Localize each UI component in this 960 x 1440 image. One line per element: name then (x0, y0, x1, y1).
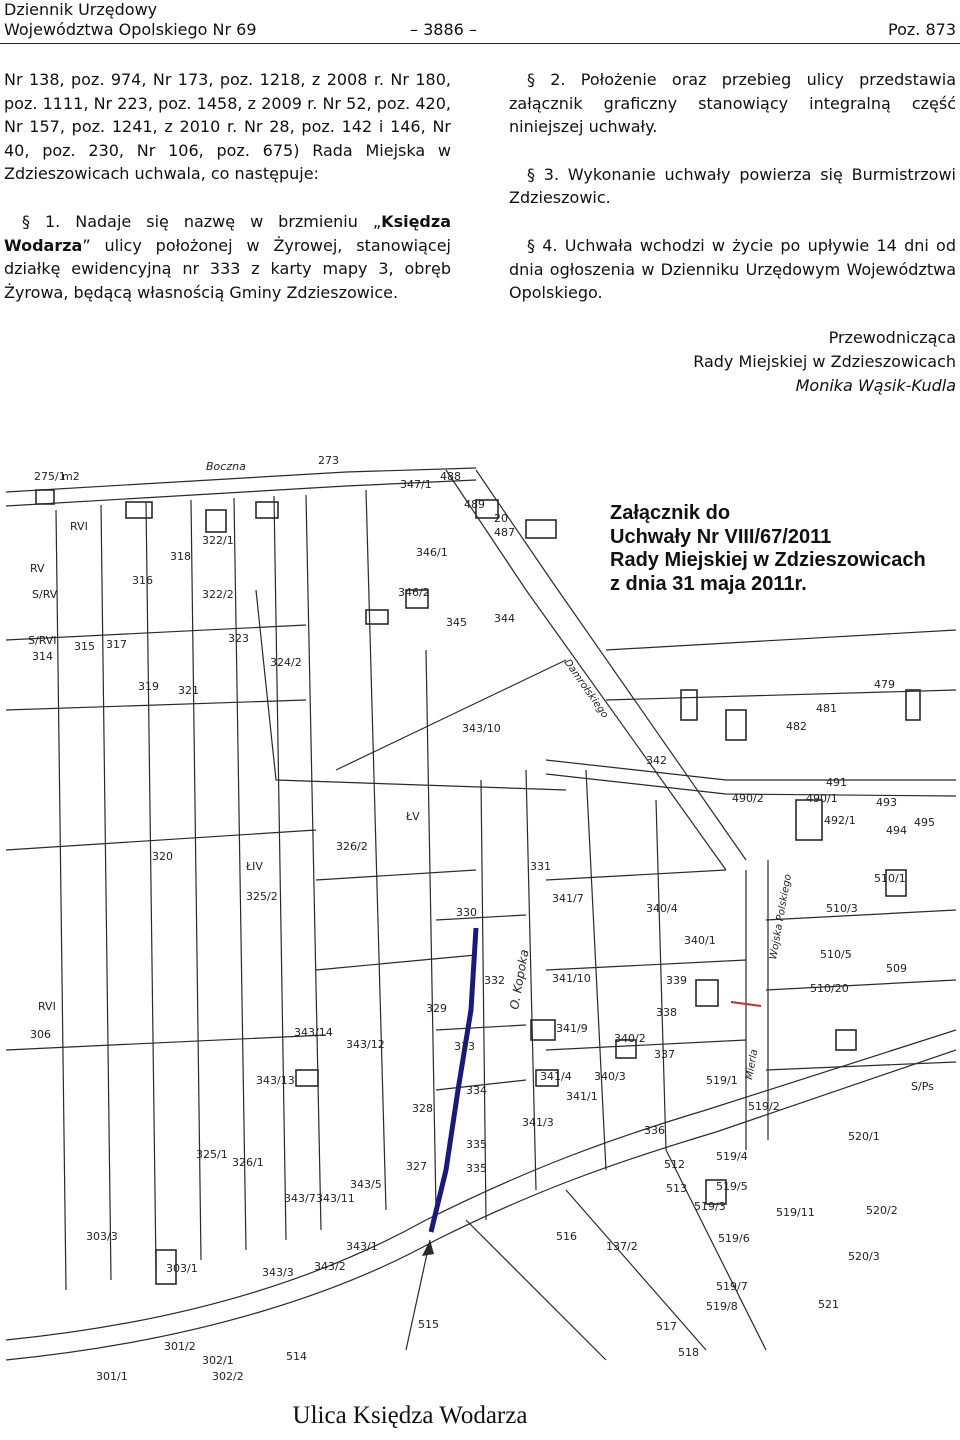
parcel-label: 343/5 (350, 1178, 382, 1191)
parcel-label: 343/14 (294, 1026, 333, 1039)
parcel-label: 336 (644, 1124, 665, 1137)
parcel-label: 341/7 (552, 892, 584, 905)
parcel-label: 329 (426, 1002, 447, 1015)
parcel-label: 482 (786, 720, 807, 733)
parcel-label: 303/1 (166, 1262, 198, 1275)
parcel-label: 137/2 (606, 1240, 638, 1253)
annex-line-4: z dnia 31 maja 2011r. (610, 572, 807, 595)
parcel-label: 519/6 (718, 1232, 750, 1245)
parcel-label: 326/2 (336, 840, 368, 853)
parcel-label: 340/3 (594, 1070, 626, 1083)
street-label-kopoka: O. Kopoka (507, 948, 532, 1011)
parcel-label: 302/2 (212, 1370, 244, 1383)
parcel-label: 519/7 (716, 1280, 748, 1293)
parcel-label: 341/10 (552, 972, 591, 985)
journal-title: Dziennik Urzędowy (4, 0, 158, 19)
parcel-label: 334 (466, 1084, 487, 1097)
parcel-label: 302/1 (202, 1354, 234, 1367)
parcel-label: ŁIV (246, 860, 263, 873)
parcel-label: 479 (874, 678, 895, 691)
map-caption-text: Ulica Księdza Wodarza (292, 1402, 528, 1429)
parcel-label: 325/2 (246, 890, 278, 903)
annex-line-2: Uchwały Nr VIII/67/2011 (610, 525, 832, 548)
parcel-label: 330 (456, 906, 477, 919)
parcel-label: 338 (656, 1006, 677, 1019)
position-number: Poz. 873 (888, 20, 956, 39)
street-label-wojska-polskiego: Wojska Polskiego (768, 873, 794, 961)
parcel-label: 341/4 (540, 1070, 572, 1083)
parcel-label: 494 (886, 824, 907, 837)
parcel-label: 306 (30, 1028, 51, 1041)
parcel-label: 519/3 (694, 1200, 726, 1213)
parcel-label: 343/7 (284, 1192, 316, 1205)
parcel-label: 489 (464, 498, 485, 511)
parcel-label: 340/4 (646, 902, 678, 915)
parcel-label: 341/9 (556, 1022, 588, 1035)
parcel-label: 519/5 (716, 1180, 748, 1193)
parcel-label: 301/1 (96, 1370, 128, 1383)
parcel-label: 275/1 (34, 470, 66, 483)
parcel-label: RVI (70, 520, 88, 533)
parcel-label: 520/1 (848, 1130, 880, 1143)
parcel-label: 490/2 (732, 792, 764, 805)
parcel-label: 490/1 (806, 792, 838, 805)
parcel-label: 491 (826, 776, 847, 789)
parcel-label: 301/2 (164, 1340, 196, 1353)
parcel-label: 340/1 (684, 934, 716, 947)
section-1-paragraph (4, 210, 451, 304)
parcel-label: 342 (646, 754, 667, 767)
parcel-label: S/RVI (28, 634, 57, 647)
parcel-label: 516 (556, 1230, 577, 1243)
parcel-label: 515 (418, 1318, 439, 1331)
parcel-label: 340/2 (614, 1032, 646, 1045)
parcel-label: 344 (494, 612, 515, 625)
parcel-label: 488 (440, 470, 461, 483)
parcel-label: S/Ps (911, 1080, 934, 1093)
section-1-text-b: ” ulicy położonej w Żyrowej, stanowiącej działkę ewidencyjną nr 333 z karty mapy 3, obręb Żyrowa, będącą własnością Gminy Zdzieszowice. (4, 235, 451, 302)
parcel-label: 303/3 (86, 1230, 118, 1243)
parcel-label: 343/13 (256, 1074, 295, 1087)
parcel-label: 520/2 (866, 1204, 898, 1217)
parcel-label: 314 (32, 650, 53, 663)
parcel-label: 345 (446, 616, 467, 629)
parcel-label: 343/11 (316, 1192, 355, 1205)
left-column (4, 68, 451, 328)
parcel-label: 273 (318, 454, 339, 467)
parcel-label: 317 (106, 638, 127, 651)
journal-name: Województwa Opolskiego Nr 69 (4, 20, 257, 39)
parcel-label: m2 (62, 470, 80, 483)
parcel-label: 495 (914, 816, 935, 829)
annex-line-3: Rady Miejskiej w Zdzieszowicach (610, 549, 926, 571)
parcel-label: 492/1 (824, 814, 856, 827)
parcel-label: 343/12 (346, 1038, 385, 1051)
section-2-paragraph: § 2. Położenie oraz przebieg ulicy przedstawia załącznik graficzny stanowiący integralną część niniejszej uchwały. (509, 70, 956, 137)
parcel-label: 347/1 (400, 478, 432, 491)
signature-body: Rady Miejskiej w Zdzieszowicach (693, 352, 956, 371)
parcel-label: 517 (656, 1320, 677, 1333)
parcel-label: 512 (664, 1158, 685, 1171)
parcel-label: 322/1 (202, 534, 234, 547)
parcel-label: 320 (152, 850, 173, 863)
parcel-label: 510/5 (820, 948, 852, 961)
signature-role: Przewodnicząca (828, 328, 956, 347)
street-label-damrolskiego: Damrołskiego (561, 657, 611, 721)
parcel-label: 319 (138, 680, 159, 693)
parcel-label: 519/1 (706, 1074, 738, 1087)
section-1-text-a: § 1. Nadaje się nazwę w brzmieniu „ (22, 211, 382, 231)
parcel-label: 325/1 (196, 1148, 228, 1161)
street-name-bold: Księdza Wodarza (4, 211, 451, 255)
map-caption (0, 1402, 960, 1430)
parcel-label: 323 (228, 632, 249, 645)
parcel-label: 335 (466, 1138, 487, 1151)
parcel-label: 318 (170, 550, 191, 563)
parcel-label: 510/20 (810, 982, 849, 995)
parcel-label: 341/1 (566, 1090, 598, 1103)
parcel-label: 346/2 (398, 586, 430, 599)
parcel-label: 333 (454, 1040, 475, 1053)
parcel-label: 331 (530, 860, 551, 873)
parcel-label: 339 (666, 974, 687, 987)
parcel-label: 514 (286, 1350, 307, 1363)
parcel-label: 332 (484, 974, 505, 987)
parcel-label: 337 (654, 1048, 675, 1061)
parcel-label: 519/11 (776, 1206, 815, 1219)
parcel-label: 315 (74, 640, 95, 653)
street-label-boczna: Boczna (206, 460, 246, 473)
parcel-label: RVI (38, 1000, 56, 1013)
parcel-label: 519/4 (716, 1150, 748, 1163)
parcel-label: 509 (886, 962, 907, 975)
signature-block (693, 326, 956, 398)
section-4-paragraph: § 4. Uchwała wchodzi w życie po upływie 14 dni od dnia ogłoszenia w Dzienniku Urzędowym Województwa Opolskiego. (509, 235, 956, 303)
parcel-label: 335 (466, 1162, 487, 1175)
parcel-label: RV (30, 562, 45, 575)
parcel-label: ŁV (406, 810, 420, 823)
parcel-label: 519/2 (748, 1100, 780, 1113)
parcel-label: 343/3 (262, 1266, 294, 1279)
parcel-label: 493 (876, 796, 897, 809)
parcel-label: 519/8 (706, 1300, 738, 1313)
parcel-label: 324/2 (270, 656, 302, 669)
parcel-label: 316 (132, 574, 153, 587)
parcel-label: 327 (406, 1160, 427, 1173)
parcel-label: 346/1 (416, 546, 448, 559)
parcel-label: 518 (678, 1346, 699, 1359)
parcel-label: S/RV (32, 588, 58, 601)
parcel-label: 343/10 (462, 722, 501, 735)
page-header (0, 0, 960, 44)
annex-line-1: Załącznik do (610, 502, 731, 524)
header-rule (0, 43, 960, 44)
arrow-line (406, 1240, 430, 1350)
parcel-label: 521 (818, 1298, 839, 1311)
right-column (509, 68, 956, 329)
parcel-label: 481 (816, 702, 837, 715)
parcel-label: 20 (494, 512, 508, 525)
parcel-label: 520/3 (848, 1250, 880, 1263)
parcel-label: 513 (666, 1182, 687, 1195)
signature-name: Monika Wąsik-Kudla (795, 376, 956, 395)
street-highlight (431, 928, 476, 1232)
section-3-paragraph: § 3. Wykonanie uchwały powierza się Burmistrzowi Zdzieszowic. (509, 164, 956, 208)
street-label-mierla: Mierla (744, 1048, 761, 1081)
annex-label (606, 502, 930, 596)
legal-basis-paragraph: Nr 138, poz. 974, Nr 173, poz. 1218, z 2008 r. Nr 180, poz. 1111, Nr 223, poz. 1458, z 2009 r. Nr 52, poz. 420, Nr 157, poz. 1241, z 2010 r. Nr 28, poz. 142 i 146, Nr 40, poz. 230, Nr 106, poz. 675) Rada Miejska w Zdzieszowicach uchwala, co następuje: (4, 70, 451, 184)
parcel-label: 321 (178, 684, 199, 697)
parcel-label: 510/3 (826, 902, 858, 915)
parcel-label: 487 (494, 526, 515, 539)
parcel-label: 326/1 (232, 1156, 264, 1169)
parcel-label: 328 (412, 1102, 433, 1115)
parcel-label: 510/1 (874, 872, 906, 885)
parcel-label: 343/2 (314, 1260, 346, 1273)
parcel-label: 343/1 (346, 1240, 378, 1253)
page-number: – 3886 – (410, 20, 477, 39)
parcel-label: 322/2 (202, 588, 234, 601)
parcel-label: 341/3 (522, 1116, 554, 1129)
